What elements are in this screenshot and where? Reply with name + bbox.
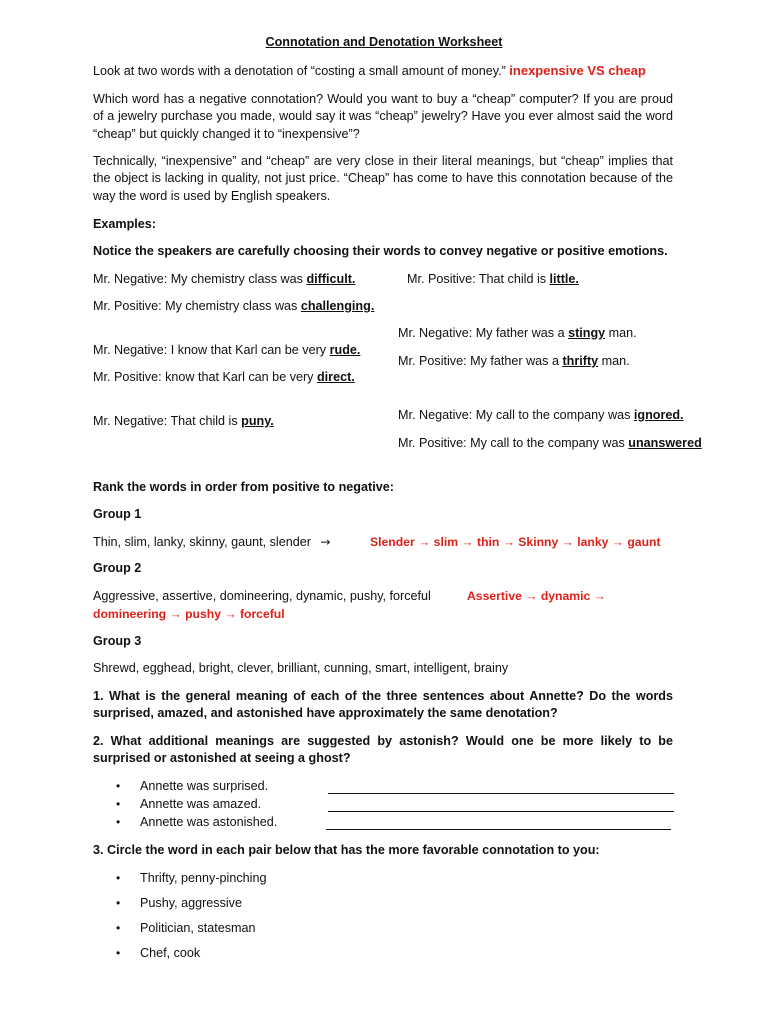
group-3-label: Group 3 [93, 634, 142, 648]
rank-heading: Rank the words in order from positive to negative: [93, 480, 394, 494]
example-text: Mr. Positive: know that Karl can be very [93, 370, 317, 384]
example-keyword: thrifty [562, 354, 599, 368]
intro-line [93, 62, 646, 80]
bullet-icon: • [116, 921, 121, 935]
page-title: Connotation and Denotation Worksheet [265, 35, 503, 49]
example-negative-call [398, 407, 684, 424]
examples-heading: Examples: [93, 217, 156, 231]
example-positive-child [407, 271, 579, 288]
example-keyword: stingy [568, 326, 606, 340]
example-keyword: challenging. [300, 299, 375, 313]
group-1-label: Group 1 [93, 507, 142, 521]
bullet-icon: • [116, 871, 121, 885]
pair-item[interactable]: Pushy, aggressive [140, 896, 242, 910]
annette-item: Annette was astonished. [140, 815, 278, 829]
group-1-answer: Slender → slim → thin → Skinny → lanky → gaunt [370, 535, 661, 549]
example-text: man. [605, 326, 637, 340]
example-negative-puny [93, 413, 274, 430]
notice-text: Notice the speakers are carefully choosing their words to convey negative or positive emotions. [93, 244, 668, 258]
answer-blank[interactable] [328, 811, 674, 812]
question-1: 1. What is the general meaning of each of the three sentences about Annette? Do the words surprised, amazed, and astonished have approximately the same denotation? [93, 689, 673, 721]
example-text: Mr. Positive: My father was a [398, 354, 563, 368]
example-keyword: difficult. [306, 272, 356, 286]
bullet-icon: • [116, 896, 121, 910]
example-text: Mr. Positive: That child is [407, 272, 550, 286]
pair-item[interactable]: Thrifty, penny-pinching [140, 871, 267, 885]
bullet-icon: • [116, 946, 121, 960]
example-text: man. [598, 354, 630, 368]
example-positive-call [398, 435, 702, 452]
intro-text: Look at two words with a denotation of “costing a small amount of money.” [93, 64, 506, 78]
example-positive-karl [93, 369, 355, 386]
bullet-icon: • [116, 797, 121, 811]
group-1-words [93, 534, 330, 551]
example-keyword: little. [549, 272, 579, 286]
example-keyword: direct. [316, 370, 355, 384]
example-text: Mr. Negative: My father was a [398, 326, 569, 340]
bullet-icon: • [116, 779, 121, 793]
example-text: Mr. Negative: That child is [93, 414, 242, 428]
example-positive-chemistry [93, 298, 374, 315]
example-positive-father [398, 353, 630, 370]
group-2-answer-line2: domineering → pushy → forceful [93, 607, 285, 621]
question-2: 2. What additional meanings are suggested by astonish? Would one be more likely to be surprised or astonished at seeing a ghost? [93, 734, 673, 766]
answer-blank[interactable] [328, 793, 674, 794]
example-keyword: ignored. [633, 408, 684, 422]
example-keyword: puny. [241, 414, 274, 428]
paragraph-1: Which word has a negative connotation? Would you want to buy a “cheap” computer? If you are proud of a jewelry purchase you made, would say it was “cheap” jewelry? Have you ever almost said the word “cheap” but quickly changed it to “inexpensive”? [93, 92, 673, 141]
example-keyword: rude. [329, 343, 361, 357]
example-negative-karl [93, 342, 360, 359]
group-2-label: Group 2 [93, 561, 142, 575]
example-text: Mr. Negative: My call to the company was [398, 408, 634, 422]
example-negative-father [398, 325, 637, 342]
group-2-answer-line1: Assertive → dynamic → [467, 589, 606, 603]
arrow-right-icon: → [320, 535, 331, 549]
group-words-text: Thin, slim, lanky, skinny, gaunt, slender [93, 535, 311, 549]
pair-item[interactable]: Politician, statesman [140, 921, 256, 935]
example-text: Mr. Negative: I know that Karl can be very [93, 343, 330, 357]
annette-item: Annette was surprised. [140, 779, 269, 793]
paragraph-2: Technically, “inexpensive” and “cheap” are very close in their literal meanings, but “cheap” implies that the object is lacking in quality, not just price. “Cheap” has come to have this connotation because of the way the word is used by English speakers. [93, 154, 673, 203]
example-text: Mr. Negative: My chemistry class was [93, 272, 307, 286]
example-negative-chemistry [93, 271, 355, 288]
bullet-icon: • [116, 815, 121, 829]
group-3-words: Shrewd, egghead, bright, clever, brilliant, cunning, smart, intelligent, brainy [93, 661, 509, 675]
example-text: Mr. Positive: My call to the company was [398, 436, 629, 450]
answer-blank[interactable] [326, 829, 671, 830]
example-keyword: unanswered [628, 436, 702, 450]
example-text: Mr. Positive: My chemistry class was [93, 299, 301, 313]
group-2-words: Aggressive, assertive, domineering, dynamic, pushy, forceful [93, 589, 431, 603]
intro-highlight: inexpensive VS cheap [509, 63, 646, 78]
question-3: 3. Circle the word in each pair below that has the more favorable connotation to you: [93, 843, 600, 857]
annette-item: Annette was amazed. [140, 797, 262, 811]
pair-item[interactable]: Chef, cook [140, 946, 201, 960]
